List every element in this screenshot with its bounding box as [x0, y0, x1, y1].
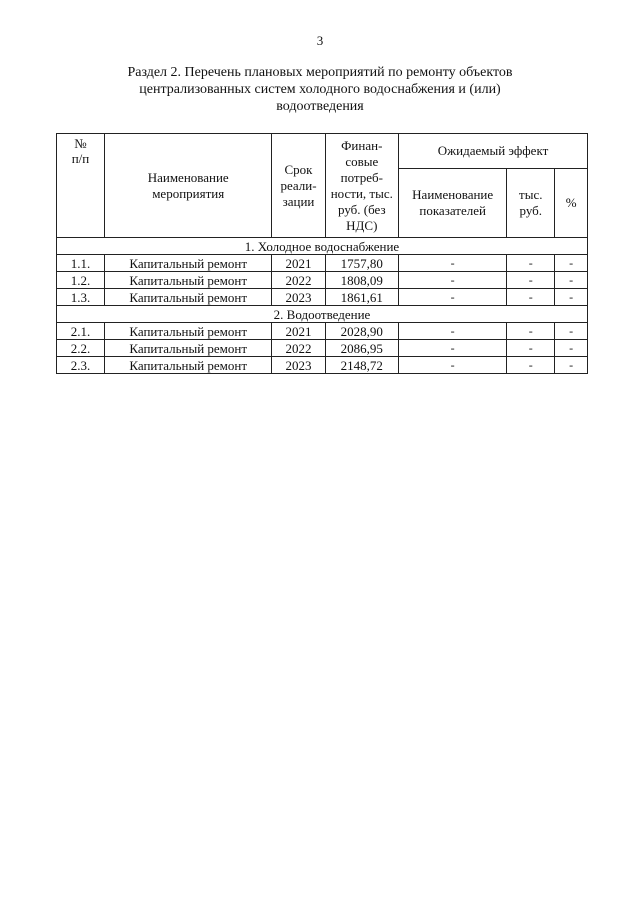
header-name	[104, 134, 271, 238]
row-name: Капитальный ремонт	[104, 289, 271, 306]
row-year: 2023	[272, 289, 325, 306]
row-indicator: -	[399, 340, 507, 357]
header-term	[272, 134, 325, 238]
row-cost: 1861,61	[325, 289, 399, 306]
section-title: 2. Водоотведение	[57, 306, 588, 323]
header-name-line: Наименование	[147, 169, 229, 185]
row-num: 2.1.	[57, 323, 105, 340]
row-name: Капитальный ремонт	[104, 272, 271, 289]
row-name: Капитальный ремонт	[104, 340, 271, 357]
row-year: 2022	[272, 340, 325, 357]
row-num: 1.2.	[57, 272, 105, 289]
row-thousand: -	[507, 272, 555, 289]
header-num-line: №	[74, 136, 87, 151]
header-finance-line: НДС)	[346, 217, 378, 233]
row-thousand: -	[507, 255, 555, 272]
row-indicator: -	[399, 323, 507, 340]
header-finance-line: Финан-	[341, 137, 383, 153]
row-percent: -	[555, 272, 588, 289]
section-row	[57, 238, 588, 255]
page-number: 3	[316, 33, 324, 48]
row-cost: 2086,95	[325, 340, 399, 357]
header-thousand-line: тыс.	[519, 187, 543, 202]
table-row	[57, 340, 588, 357]
table-body	[57, 238, 588, 374]
section-title: 1. Холодное водоснабжение	[57, 238, 588, 255]
heading-line-3: водоотведения	[276, 99, 364, 114]
row-indicator: -	[399, 289, 507, 306]
row-indicator: -	[399, 255, 507, 272]
row-year: 2022	[272, 272, 325, 289]
row-year: 2021	[272, 323, 325, 340]
row-indicator: -	[399, 357, 507, 374]
section-heading	[100, 64, 540, 115]
row-percent: -	[555, 340, 588, 357]
table-row	[57, 289, 588, 306]
header-indicator-line: Наименование	[412, 187, 494, 202]
header-percent: %	[555, 169, 588, 238]
row-thousand: -	[507, 340, 555, 357]
row-cost: 2028,90	[325, 323, 399, 340]
header-finance	[325, 134, 399, 238]
table-header	[57, 134, 588, 238]
heading-line-1: Раздел 2. Перечень плановых мероприятий по ремонту объектов	[127, 65, 513, 80]
header-expected-effect: Ожидаемый эффект	[399, 134, 588, 169]
row-name: Капитальный ремонт	[104, 323, 271, 340]
table-row	[57, 323, 588, 340]
row-percent: -	[555, 289, 588, 306]
row-thousand: -	[507, 323, 555, 340]
row-year: 2023	[272, 357, 325, 374]
row-name: Капитальный ремонт	[104, 255, 271, 272]
row-thousand: -	[507, 289, 555, 306]
row-num: 2.2.	[57, 340, 105, 357]
row-year: 2021	[272, 255, 325, 272]
row-num: 2.3.	[57, 357, 105, 374]
header-term-line: зации	[282, 193, 315, 209]
row-percent: -	[555, 357, 588, 374]
header-finance-line: потреб-	[340, 169, 383, 185]
header-finance-line: ности, тыс.	[330, 185, 393, 201]
row-cost: 1808,09	[325, 272, 399, 289]
header-thousand-line: руб.	[519, 203, 543, 218]
section-row	[57, 306, 588, 323]
plan-table	[56, 133, 588, 374]
header-indicator-line: показателей	[419, 203, 486, 218]
row-name: Капитальный ремонт	[104, 357, 271, 374]
header-finance-line: руб. (без	[337, 201, 386, 217]
header-num-line: п/п	[71, 151, 90, 166]
header-term-line: Срок	[284, 161, 313, 177]
row-indicator: -	[399, 272, 507, 289]
table-row	[57, 255, 588, 272]
row-percent: -	[555, 323, 588, 340]
row-num: 1.1.	[57, 255, 105, 272]
row-num: 1.3.	[57, 289, 105, 306]
heading-line-2: централизованных систем холодного водоснабжения и (или)	[139, 82, 501, 97]
row-thousand: -	[507, 357, 555, 374]
header-term-line: реали-	[280, 177, 317, 193]
header-name-line: мероприятия	[152, 185, 225, 201]
table-row	[57, 357, 588, 374]
row-percent: -	[555, 255, 588, 272]
table-row	[57, 272, 588, 289]
row-cost: 1757,80	[325, 255, 399, 272]
header-num	[57, 134, 105, 238]
header-indicator	[399, 169, 507, 238]
header-finance-line: совые	[345, 153, 379, 169]
row-cost: 2148,72	[325, 357, 399, 374]
header-thousand-rub	[507, 169, 555, 238]
